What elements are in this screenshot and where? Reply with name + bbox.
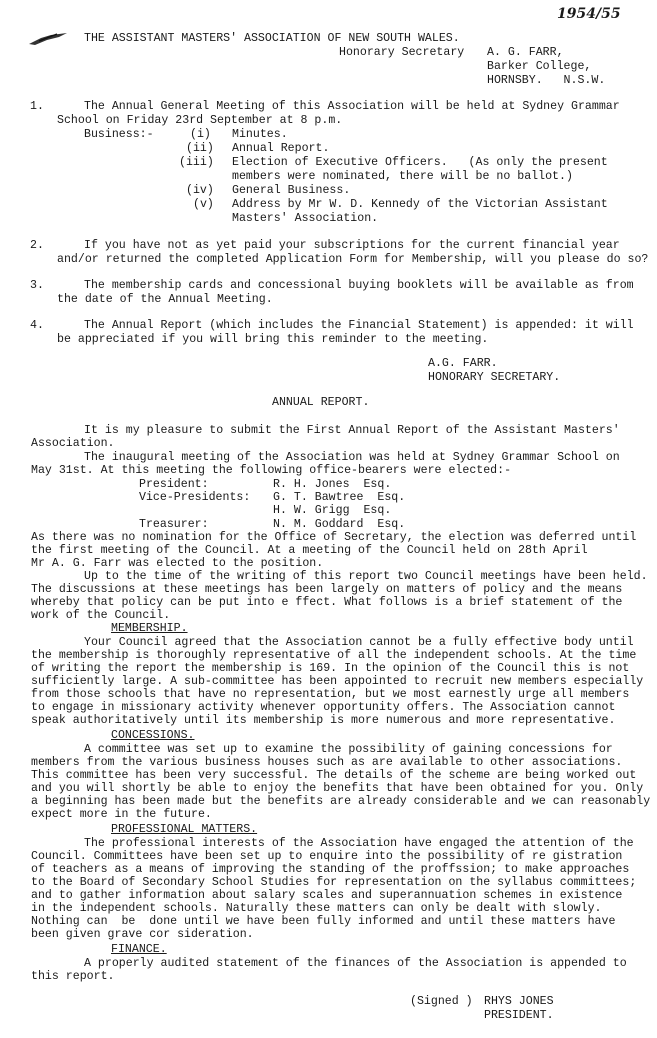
item-number: 1. bbox=[30, 100, 44, 113]
paragraph-line: been given grave cor sideration. bbox=[31, 928, 254, 941]
paragraph-line: members from the various business houses such as are available to other associations. bbox=[31, 756, 623, 769]
paragraph-line: This committee has been very successful. The details of the scheme are being worked out bbox=[31, 769, 637, 782]
paragraph-line: expect more in the future. bbox=[31, 808, 212, 821]
officer-name: R. H. Jones Esq. bbox=[273, 478, 392, 491]
paragraph-line: Up to the time of the writing of this report two Council meetings have been held. bbox=[84, 570, 648, 583]
paragraph-line: of writing the report the membership is 169. In the opinion of the Council this is not bbox=[31, 662, 630, 675]
association-logo-icon bbox=[27, 31, 71, 47]
notice-text: The Annual General Meeting of this Association will be held at Sydney Grammar bbox=[84, 100, 620, 113]
notice-text: and/or returned the completed Application Form for Membership, will you please do so? bbox=[57, 253, 649, 266]
item-number: 2. bbox=[30, 239, 44, 252]
item-number: 4. bbox=[30, 319, 44, 332]
paragraph-line: whereby that policy can be put into e ffect. What follows is a brief statement of the bbox=[31, 596, 623, 609]
paragraph-line: Nothing can be done until we have been fully informed and until these matters have bbox=[31, 915, 616, 928]
secretary-name: A. G. FARR, bbox=[487, 46, 564, 59]
business-item: members were nominated, there will be no ballot.) bbox=[232, 170, 573, 183]
notice-text: If you have not as yet paid your subscriptions for the current financial year bbox=[84, 239, 620, 252]
address-line-2: HORNSBY. N.S.W. bbox=[487, 74, 606, 87]
report-title: ANNUAL REPORT. bbox=[272, 396, 370, 409]
paragraph-line: It is my pleasure to submit the First Annual Report of the Assistant Masters' bbox=[84, 424, 620, 437]
notice-text: The membership cards and concessional buying booklets will be available as from bbox=[84, 279, 634, 292]
signed-label: (Signed ) bbox=[410, 995, 473, 1008]
paragraph-line: of teachers as a means of improving the standing of the proffssion; to make approaches bbox=[31, 863, 630, 876]
section-heading-membership: MEMBERSHIP. bbox=[111, 622, 188, 635]
business-item: General Business. bbox=[232, 184, 351, 197]
paragraph-line: the membership is thoroughly representative of all the independent schools. At the time bbox=[31, 649, 637, 662]
business-item: Election of Executive Officers. (As only the present bbox=[232, 156, 608, 169]
president-title: PRESIDENT. bbox=[484, 1009, 554, 1022]
officer-role: Vice-Presidents: bbox=[139, 491, 251, 504]
business-item-number: (ii) bbox=[186, 142, 214, 155]
officer-role: President: bbox=[139, 478, 209, 491]
paragraph-line: a beginning has been made but the benefits are already considerable and we can reasonably bbox=[31, 795, 651, 808]
business-item: Address by Mr W. D. Kennedy of the Victorian Assistant bbox=[232, 198, 608, 211]
paragraph-line: the first meeting of the Council. At a meeting of the Council held on 28th April bbox=[31, 544, 588, 557]
paragraph-line: work of the Council. bbox=[31, 609, 171, 622]
paragraph-line: this report. bbox=[31, 970, 115, 983]
paragraph-line: A properly audited statement of the finances of the Association is appended to bbox=[84, 957, 627, 970]
notice-text: be appreciated if you will bring this reminder to the meeting. bbox=[57, 333, 489, 346]
officer-name: N. M. Goddard Esq. bbox=[273, 518, 406, 531]
officer-role: Treasurer: bbox=[139, 518, 209, 531]
section-heading-concessions: CONCESSIONS. bbox=[111, 729, 195, 742]
business-item-number: (v) bbox=[193, 198, 214, 211]
paragraph-line: May 31st. At this meeting the following office-bearers were elected:- bbox=[31, 464, 512, 477]
notice-text: the date of the Annual Meeting. bbox=[57, 293, 273, 306]
paragraph-line: to engage in missionary activity whenever opportunity offers. The Association cannot bbox=[31, 701, 616, 714]
paragraph-line: Association. bbox=[31, 437, 115, 450]
paragraph-line: As there was no nomination for the Office of Secretary, the election was deferred until bbox=[31, 531, 637, 544]
paragraph-line: The professional interests of the Association have engaged the attention of the bbox=[84, 837, 634, 850]
business-item-number: (iv) bbox=[186, 184, 214, 197]
paragraph-line: to the Board of Secondary School Studies for representation on the syllabus committees; bbox=[31, 876, 637, 889]
section-heading-professional: PROFESSIONAL MATTERS. bbox=[111, 823, 258, 836]
paragraph-line: The inaugural meeting of the Association was held at Sydney Grammar School on bbox=[84, 451, 620, 464]
section-heading-finance: FINANCE. bbox=[111, 943, 167, 956]
notice-text: School on Friday 23rd September at 8 p.m. bbox=[57, 114, 343, 127]
item-number: 3. bbox=[30, 279, 44, 292]
signature-title: HONORARY SECRETARY. bbox=[428, 371, 561, 384]
paragraph-line: from those schools that have no representation, but we most earnestly urge all members bbox=[31, 688, 630, 701]
business-item: Masters' Association. bbox=[232, 212, 379, 225]
organisation-name: THE ASSISTANT MASTERS' ASSOCIATION OF NEW SOUTH WALES. bbox=[84, 32, 460, 45]
paragraph-line: A committee was set up to examine the possibility of gaining concessions for bbox=[84, 743, 613, 756]
archive-annotation: 1954/55 bbox=[557, 6, 621, 22]
president-name: RHYS JONES bbox=[484, 995, 554, 1008]
notice-text: The Annual Report (which includes the Financial Statement) is appended: it will bbox=[84, 319, 634, 332]
business-item-number: (i) bbox=[190, 128, 211, 141]
business-item: Minutes. bbox=[232, 128, 288, 141]
secretary-role: Honorary Secretary bbox=[339, 46, 465, 59]
address-line-1: Barker College, bbox=[487, 60, 592, 73]
business-label: Business:- bbox=[84, 128, 154, 141]
signature-name: A.G. FARR. bbox=[428, 357, 498, 370]
paragraph-line: Your Council agreed that the Association cannot be a fully effective body until bbox=[84, 636, 634, 649]
paragraph-line: in the independent schools. Naturally these matters can only be dealt with slowly. bbox=[31, 902, 602, 915]
officer-name: G. T. Bawtree Esq. bbox=[273, 491, 406, 504]
officer-name: H. W. Grigg Esq. bbox=[273, 504, 392, 517]
business-item: Annual Report. bbox=[232, 142, 330, 155]
paragraph-line: Council. Committees have been set up to enquire into the possibility of re gistration bbox=[31, 850, 623, 863]
paragraph-line: The discussions at these meetings has been largely on matters of policy and the means bbox=[31, 583, 623, 596]
business-item-number: (iii) bbox=[179, 156, 214, 169]
paragraph-line: and you will shortly be able to enjoy the benefits that have been obtained for you. Only bbox=[31, 782, 644, 795]
paragraph-line: speak authoritatively until its membership is more numerous and more representative. bbox=[31, 714, 616, 727]
paragraph-line: sufficiently large. A sub-committee has been appointed to recruit new members especially bbox=[31, 675, 644, 688]
paragraph-line: Mr A. G. Farr was elected to the position. bbox=[31, 557, 324, 570]
paragraph-line: and to gather information about salary scales and superannuation schemes in existence bbox=[31, 889, 623, 902]
